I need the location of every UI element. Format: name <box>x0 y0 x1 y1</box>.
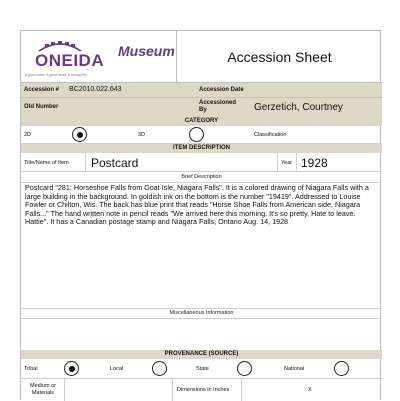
title-label: Title/Name of Item <box>24 160 69 166</box>
accession-number-label: Accession # <box>24 87 60 93</box>
item-description-section-title: ITEM DESCRIPTION <box>21 144 382 153</box>
logo-wordmark: ONEIDA <box>35 51 105 70</box>
provenance-national-radio[interactable] <box>334 361 349 376</box>
provenance-tribal-radio[interactable] <box>64 361 79 376</box>
year-label: Year <box>281 160 293 166</box>
divider <box>172 379 173 401</box>
accession-row <box>21 83 382 97</box>
brief-description-text: Postcard "281: Horseshoe Falls from Goat Isle, Niagara Falls". It is a colored drawing of Niagara Falls with a large building in the background. In goldish ink on the bottom is the number "19419". Addressed to Louise Fowler or Chilton, Wis. The back has blue print that reads "Horse Shoe Falls from American side, Niagara Falls..." The hand written note in pencil reads "We arrived here this morning. It's so pretty. Hate to leave. Hattie". It has a Canadian postage stamp and Niagara Falls, Ontario Aug. 14, 1928 <box>25 183 369 227</box>
category-3d-label: 3D <box>138 132 146 138</box>
brief-description-field[interactable] <box>21 184 382 308</box>
radio-selected-dot <box>69 366 75 372</box>
radio-selected-dot <box>77 132 83 138</box>
misc-info-field[interactable] <box>21 319 382 350</box>
misc-info-label: Miscellaneous Information <box>169 310 234 316</box>
divider <box>296 153 297 171</box>
old-number-row <box>21 97 382 117</box>
page-title: Accession Sheet <box>227 49 332 65</box>
accessioned-by-label: Accessioned By <box>199 100 237 113</box>
medium-dimensions-row <box>21 379 382 401</box>
logo-tagline: A good mind. A good heart. A strong fire. <box>25 73 88 77</box>
accession-number-value[interactable]: BC2010.022.643 <box>69 86 122 93</box>
category-3d-radio[interactable] <box>189 127 204 142</box>
provenance-national-label: National <box>284 366 305 372</box>
old-number-label: Old Number <box>24 104 59 110</box>
provenance-state-radio[interactable] <box>237 361 252 376</box>
accession-date-label: Accession Date <box>199 87 244 93</box>
provenance-local-radio[interactable] <box>152 361 167 376</box>
dimensions-label: Dimensions in Inches <box>177 387 230 393</box>
accessioned-by-value[interactable]: Gerzetich, Courtney <box>254 102 343 113</box>
title-row <box>21 153 382 172</box>
brief-description-label: Brief Description <box>181 174 222 180</box>
dimensions-separator: X <box>308 387 312 393</box>
title-value[interactable]: Postcard <box>91 156 139 170</box>
divider <box>64 379 65 401</box>
provenance-state-label: State <box>196 366 209 372</box>
category-section-title: CATEGORY <box>21 117 382 126</box>
museum-label: Museum <box>118 43 175 59</box>
year-value[interactable]: 1928 <box>301 156 328 170</box>
accession-sheet <box>20 30 381 400</box>
medium-label: Medium or Materials <box>30 383 56 396</box>
divider <box>85 153 86 171</box>
divider <box>241 379 242 401</box>
logo-area <box>21 31 177 83</box>
divider <box>21 308 382 309</box>
divider <box>277 153 278 171</box>
classification-label: Classification <box>254 132 287 138</box>
category-2d-label: 2D <box>24 132 32 138</box>
provenance-local-label: Local <box>110 366 124 372</box>
category-2d-radio[interactable] <box>72 127 87 142</box>
provenance-section-title: PROVENANCE (SOURCE) <box>21 350 382 359</box>
category-row <box>21 126 382 144</box>
sheet-header <box>21 31 382 83</box>
provenance-row <box>21 359 382 379</box>
provenance-tribal-label: Tribal <box>24 366 38 372</box>
